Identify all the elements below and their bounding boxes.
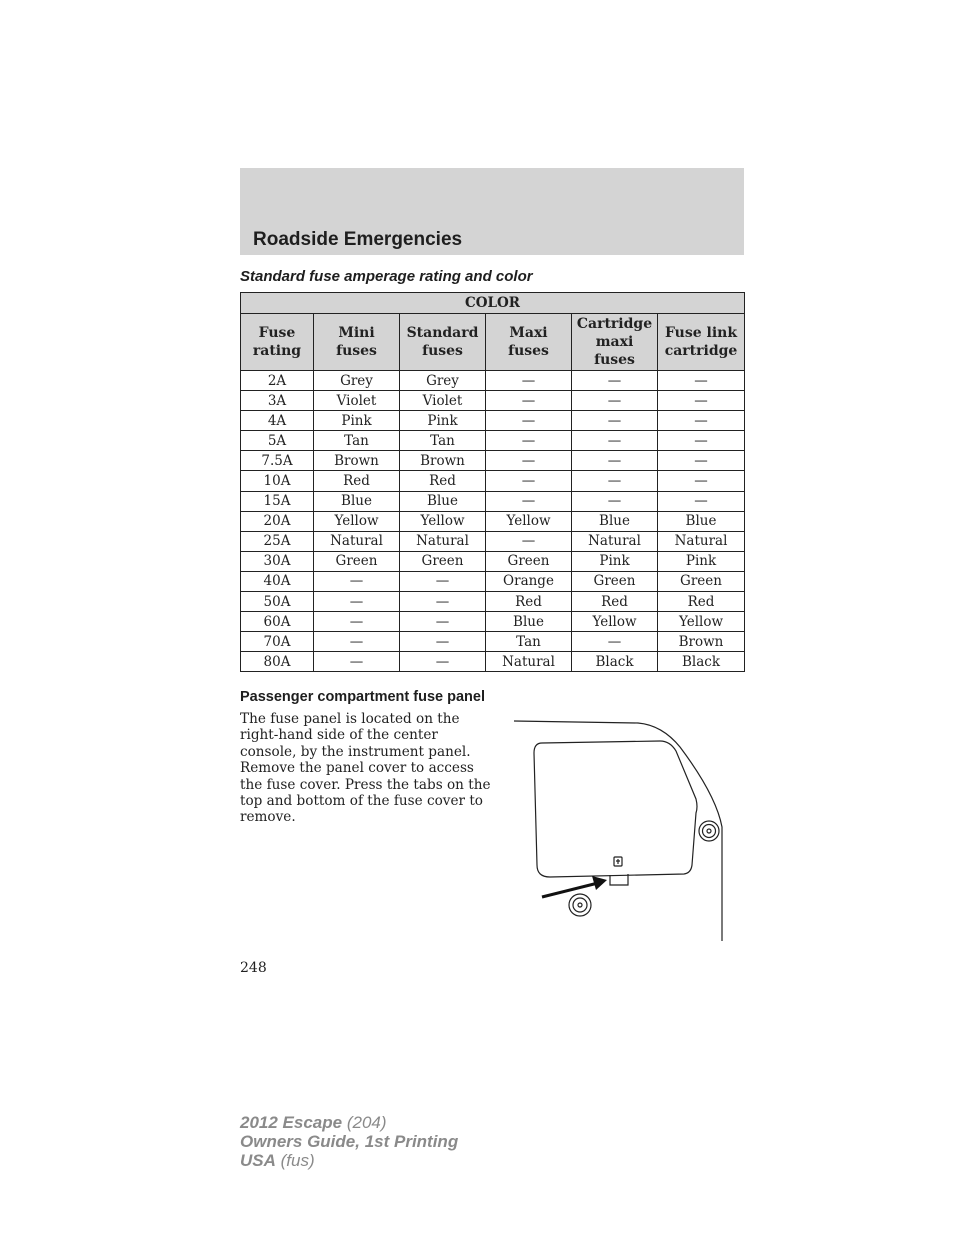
table-cell: Violet [400,391,486,411]
table-cell: — [658,371,745,391]
table-row [241,531,745,551]
table-cell: 25A [241,531,314,551]
table-cell: Yellow [572,612,658,632]
table-row [241,612,745,632]
table-cell: 80A [241,652,314,672]
table-cell: Brown [400,451,486,471]
table-cell: Green [572,571,658,591]
column-header-line: fuses [422,343,463,359]
table-cell: Pink [658,551,745,571]
table-cell: — [658,431,745,451]
footer-market: USA [240,1151,276,1170]
table-cell: Yellow [658,612,745,632]
table-cell: 2A [241,371,314,391]
column-header-line: Standard [406,325,479,341]
passenger-fuse-panel-title: Passenger compartment fuse panel [240,689,485,705]
table-cell: Tan [400,431,486,451]
table-cell: Blue [400,491,486,511]
table-cell: Red [658,592,745,612]
document-footer [240,1113,458,1170]
column-header [314,314,400,371]
table-cell: Natural [400,531,486,551]
table-cell: — [400,592,486,612]
table-row [241,391,745,411]
table-cell: — [400,632,486,652]
table-cell: — [486,471,572,491]
column-header-line: fuses [336,343,377,359]
table-row [241,592,745,612]
page-number: 248 [240,960,267,976]
table-cell: Grey [400,371,486,391]
table-cell: — [572,451,658,471]
table-row [241,451,745,471]
table-group-header: COLOR [241,293,745,314]
column-header-line: Fuse [258,325,296,341]
table-cell: — [314,632,400,652]
column-header-line: maxi [595,334,634,350]
section-title: Roadside Emergencies [253,229,463,250]
fuse-color-table [240,292,745,672]
table-row [241,571,745,591]
column-header [658,314,745,371]
table-cell: 5A [241,431,314,451]
table-cell: 7.5A [241,451,314,471]
table-row [241,371,745,391]
table-cell: — [314,571,400,591]
table-cell: — [486,431,572,451]
table-cell: Green [400,551,486,571]
table-cell: — [572,632,658,652]
table-cell: — [486,531,572,551]
table-cell: — [486,411,572,431]
table-cell: Natural [314,531,400,551]
table-cell: Blue [658,511,745,531]
column-header [241,314,314,371]
table-cell: — [400,652,486,672]
column-header [572,314,658,371]
table-row [241,491,745,511]
table-cell: — [572,411,658,431]
table-cell: Red [400,471,486,491]
column-header-line: rating [252,343,302,359]
table-cell: Green [658,571,745,591]
column-header-line: fuses [508,343,549,359]
column-header [400,314,486,371]
table-row [241,652,745,672]
table-cell: Violet [314,391,400,411]
table-cell: Black [658,652,745,672]
table-cell: Brown [658,632,745,652]
table-cell: Natural [486,652,572,672]
table-cell: — [400,612,486,632]
footer-guide: Owners Guide, 1st Printing [240,1132,459,1151]
table-cell: Pink [314,411,400,431]
table-cell: Green [486,551,572,571]
table-row [241,551,745,571]
table-cell: Brown [314,451,400,471]
footer-model-code: (204) [346,1113,387,1132]
table-cell: Grey [314,371,400,391]
table-cell: — [486,391,572,411]
table-cell: 70A [241,632,314,652]
table-cell: — [658,391,745,411]
table-cell: 3A [241,391,314,411]
table-cell: — [658,491,745,511]
table-cell: Blue [572,511,658,531]
table-cell: 60A [241,612,314,632]
table-cell: — [314,612,400,632]
table-cell: — [572,471,658,491]
table-cell: Red [572,592,658,612]
table-row [241,471,745,491]
table-cell: — [658,471,745,491]
table-cell: 15A [241,491,314,511]
table-cell: Yellow [314,511,400,531]
table-cell: — [486,491,572,511]
column-header-line: Cartridge [576,316,653,332]
passenger-fuse-panel-text: The fuse panel is located on the right-hand side of the center console, by the instrument panel. Remove the panel cover to access the fuse cover. Press the tabs on the top and bottom of the fuse cover to remove. [240,711,491,826]
table-cell: Yellow [400,511,486,531]
table-row [241,431,745,451]
table-cell: Blue [314,491,400,511]
table-cell: — [314,592,400,612]
table-cell: — [572,391,658,411]
table-cell: 20A [241,511,314,531]
table-cell: Pink [572,551,658,571]
table-title: Standard fuse amperage rating and color [240,268,533,285]
column-header-line: Mini [338,325,375,341]
table-cell: — [572,491,658,511]
table-cell: — [486,451,572,471]
table-cell: Tan [314,431,400,451]
table-cell: Pink [400,411,486,431]
table-cell: 50A [241,592,314,612]
table-cell: Green [314,551,400,571]
footer-model: 2012 Escape [240,1113,343,1132]
table-cell: 10A [241,471,314,491]
table-cell: Natural [572,531,658,551]
fuse-panel-illustration [510,715,750,945]
column-header-line: cartridge [664,343,738,359]
column-header-line: Fuse link [664,325,738,341]
table-cell: Yellow [486,511,572,531]
table-cell: Black [572,652,658,672]
arrow-pointer-icon [542,876,607,897]
table-cell: Red [486,592,572,612]
table-cell: 4A [241,411,314,431]
table-cell: — [658,411,745,431]
table-cell: Red [314,471,400,491]
table-cell: Tan [486,632,572,652]
table-cell: — [572,371,658,391]
table-cell: — [486,371,572,391]
table-cell: — [572,431,658,451]
table-cell: 40A [241,571,314,591]
table-cell: Natural [658,531,745,551]
table-cell: Blue [486,612,572,632]
footer-market-code: (fus) [280,1151,315,1170]
table-cell: — [400,571,486,591]
table-row [241,632,745,652]
table-cell: 30A [241,551,314,571]
table-row [241,411,745,431]
table-cell: — [658,451,745,471]
table-cell: — [314,652,400,672]
column-header-line: Maxi [509,325,548,341]
table-cell: Orange [486,571,572,591]
column-header [486,314,572,371]
table-row [241,511,745,531]
column-header-line: fuses [594,352,635,368]
